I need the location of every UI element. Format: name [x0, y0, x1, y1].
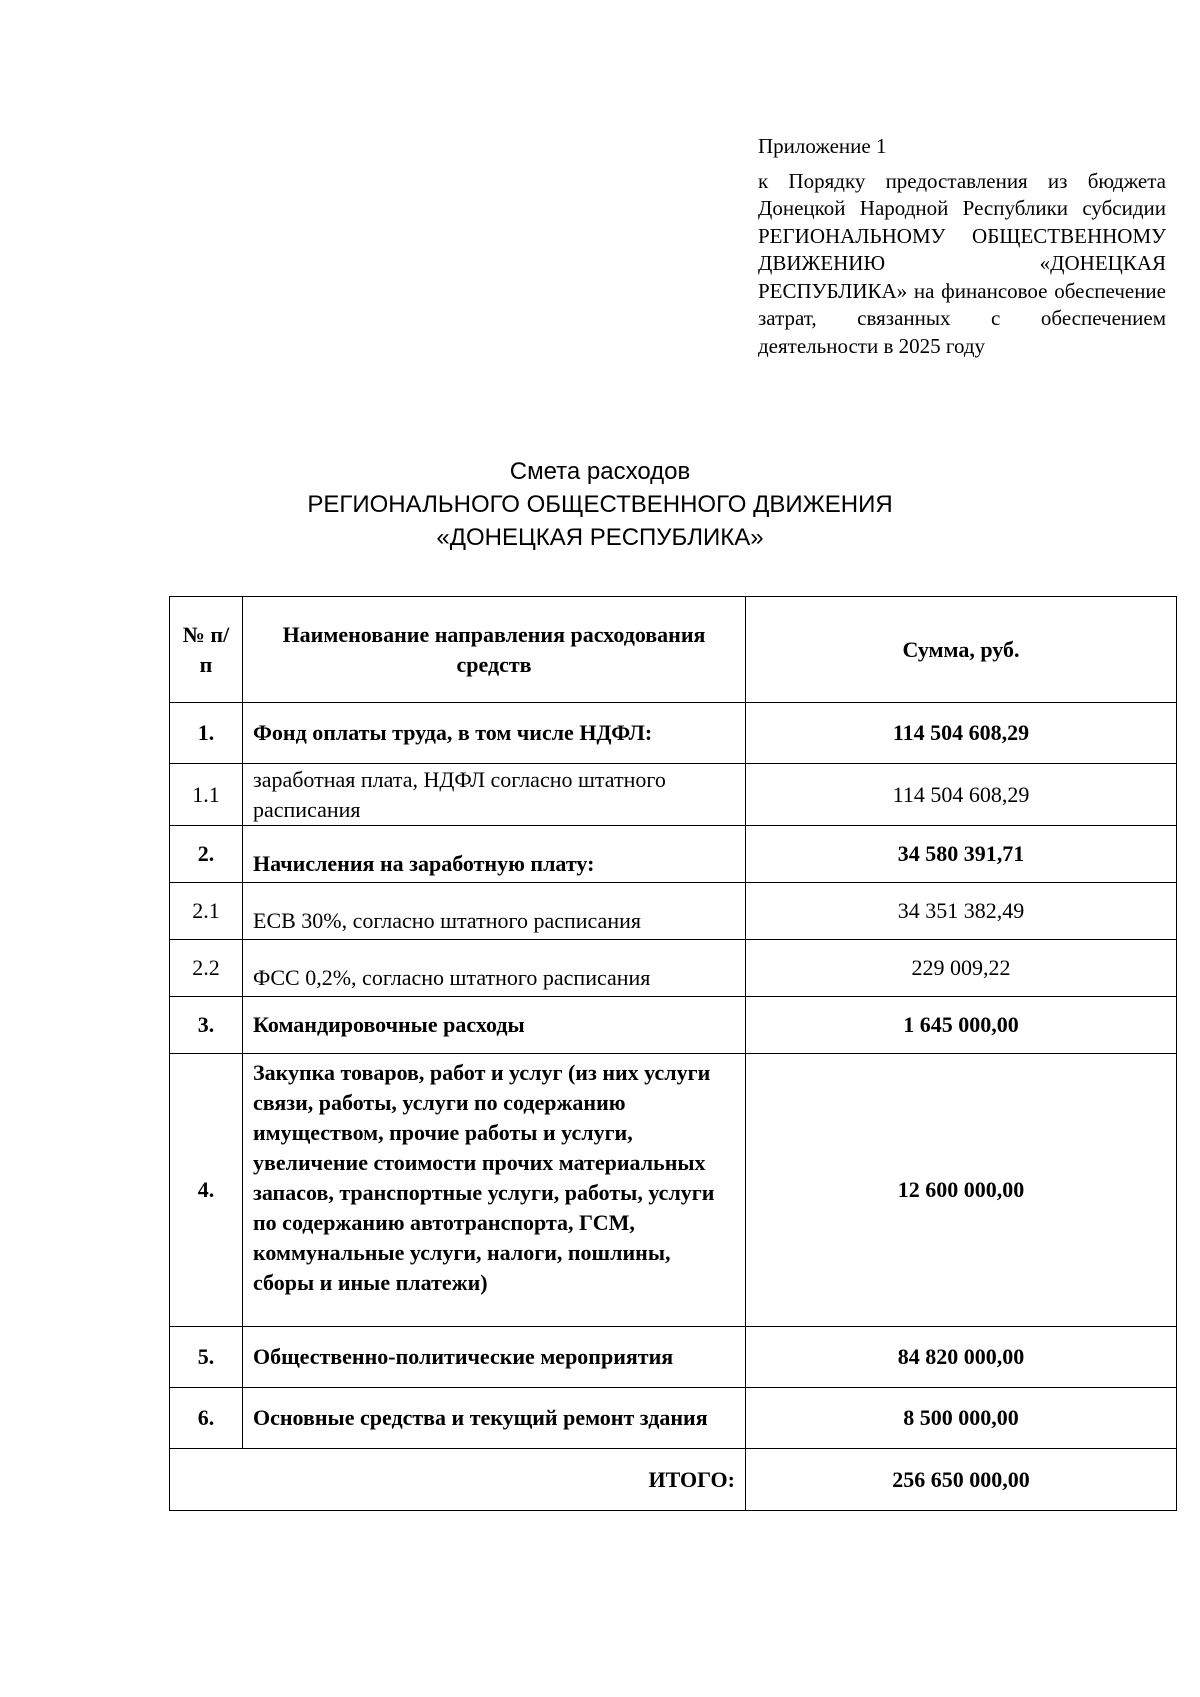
row-amount: 12 600 000,00	[746, 1054, 1177, 1327]
heading-line-2: РЕГИОНАЛЬНОГО ОБЩЕСТВЕННОГО ДВИЖЕНИЯ	[307, 491, 893, 518]
table-row	[170, 883, 1177, 940]
row-num: 2.	[170, 826, 243, 883]
table-row	[170, 1327, 1177, 1388]
table-row	[170, 997, 1177, 1054]
table-row	[170, 703, 1177, 764]
row-amount: 114 504 608,29	[746, 764, 1177, 826]
row-num: 2.2	[170, 940, 243, 997]
row-num: 2.1	[170, 883, 243, 940]
row-num: 4.	[170, 1054, 243, 1327]
row-name: Командировочные расходы	[243, 997, 746, 1054]
header-name: Наименование направления расходования средств	[243, 597, 746, 703]
row-name: заработная плата, НДФЛ согласно штатного расписания	[243, 764, 746, 826]
total-row	[170, 1449, 1177, 1511]
table-header-row	[170, 597, 1177, 703]
row-num: 6.	[170, 1388, 243, 1449]
annex-title: Приложение 1	[758, 134, 887, 158]
row-amount: 34 351 382,49	[746, 883, 1177, 940]
row-amount: 34 580 391,71	[746, 826, 1177, 883]
row-name: Закупка товаров, работ и услуг (из них услуги связи, работы, услуги по содержанию имуществом, прочие работы и услуги, увеличение стоимости прочих материальных запасов, транспортные услуги, работы, услуги по содержанию автотранспорта, ГСМ, коммунальные услуги, налоги, пошлины, сборы и иные платежи)	[243, 1054, 746, 1327]
row-name: Основные средства и текущий ремонт здания	[243, 1388, 746, 1449]
row-num: 3.	[170, 997, 243, 1054]
heading-line-1: Смета расходов	[509, 458, 691, 485]
row-name: Начисления на заработную плату:	[243, 826, 746, 883]
row-amount: 8 500 000,00	[746, 1388, 1177, 1449]
heading-line-3: «ДОНЕЦКАЯ РЕСПУБЛИКА»	[436, 524, 764, 551]
document-heading	[0, 455, 1200, 554]
total-label: ИТОГО:	[170, 1449, 746, 1511]
row-num: 1.1	[170, 764, 243, 826]
row-name: ФСС 0,2%, согласно штатного расписания	[243, 940, 746, 997]
header-amount: Сумма, руб.	[746, 597, 1177, 703]
row-amount: 114 504 608,29	[746, 703, 1177, 764]
row-amount: 84 820 000,00	[746, 1327, 1177, 1388]
header-num: № п/п	[170, 597, 243, 703]
row-name: Фонд оплаты труда, в том числе НДФЛ:	[243, 703, 746, 764]
estimate-table	[169, 596, 1177, 1511]
total-amount: 256 650 000,00	[746, 1449, 1177, 1511]
row-name: ЕСВ 30%, согласно штатного расписания	[243, 883, 746, 940]
table-row	[170, 764, 1177, 826]
table-row	[170, 1054, 1177, 1327]
table-row	[170, 826, 1177, 883]
row-num: 5.	[170, 1327, 243, 1388]
row-amount: 229 009,22	[746, 940, 1177, 997]
table-row	[170, 1388, 1177, 1449]
row-num: 1.	[170, 703, 243, 764]
row-amount: 1 645 000,00	[746, 997, 1177, 1054]
row-name: Общественно-политические мероприятия	[243, 1327, 746, 1388]
table-row	[170, 940, 1177, 997]
annex-body: к Порядку предоставления из бюджета Донецкой Народной Республики субсидии РЕГИОНАЛЬНОМУ ОБЩЕСТВЕННОМУ ДВИЖЕНИЮ «ДОНЕЦКАЯ РЕСПУБЛИКА» на финансовое обеспечение затрат, связанных с обеспечением деятельности в 2025 году	[758, 168, 1166, 358]
annex-block	[758, 133, 1166, 360]
